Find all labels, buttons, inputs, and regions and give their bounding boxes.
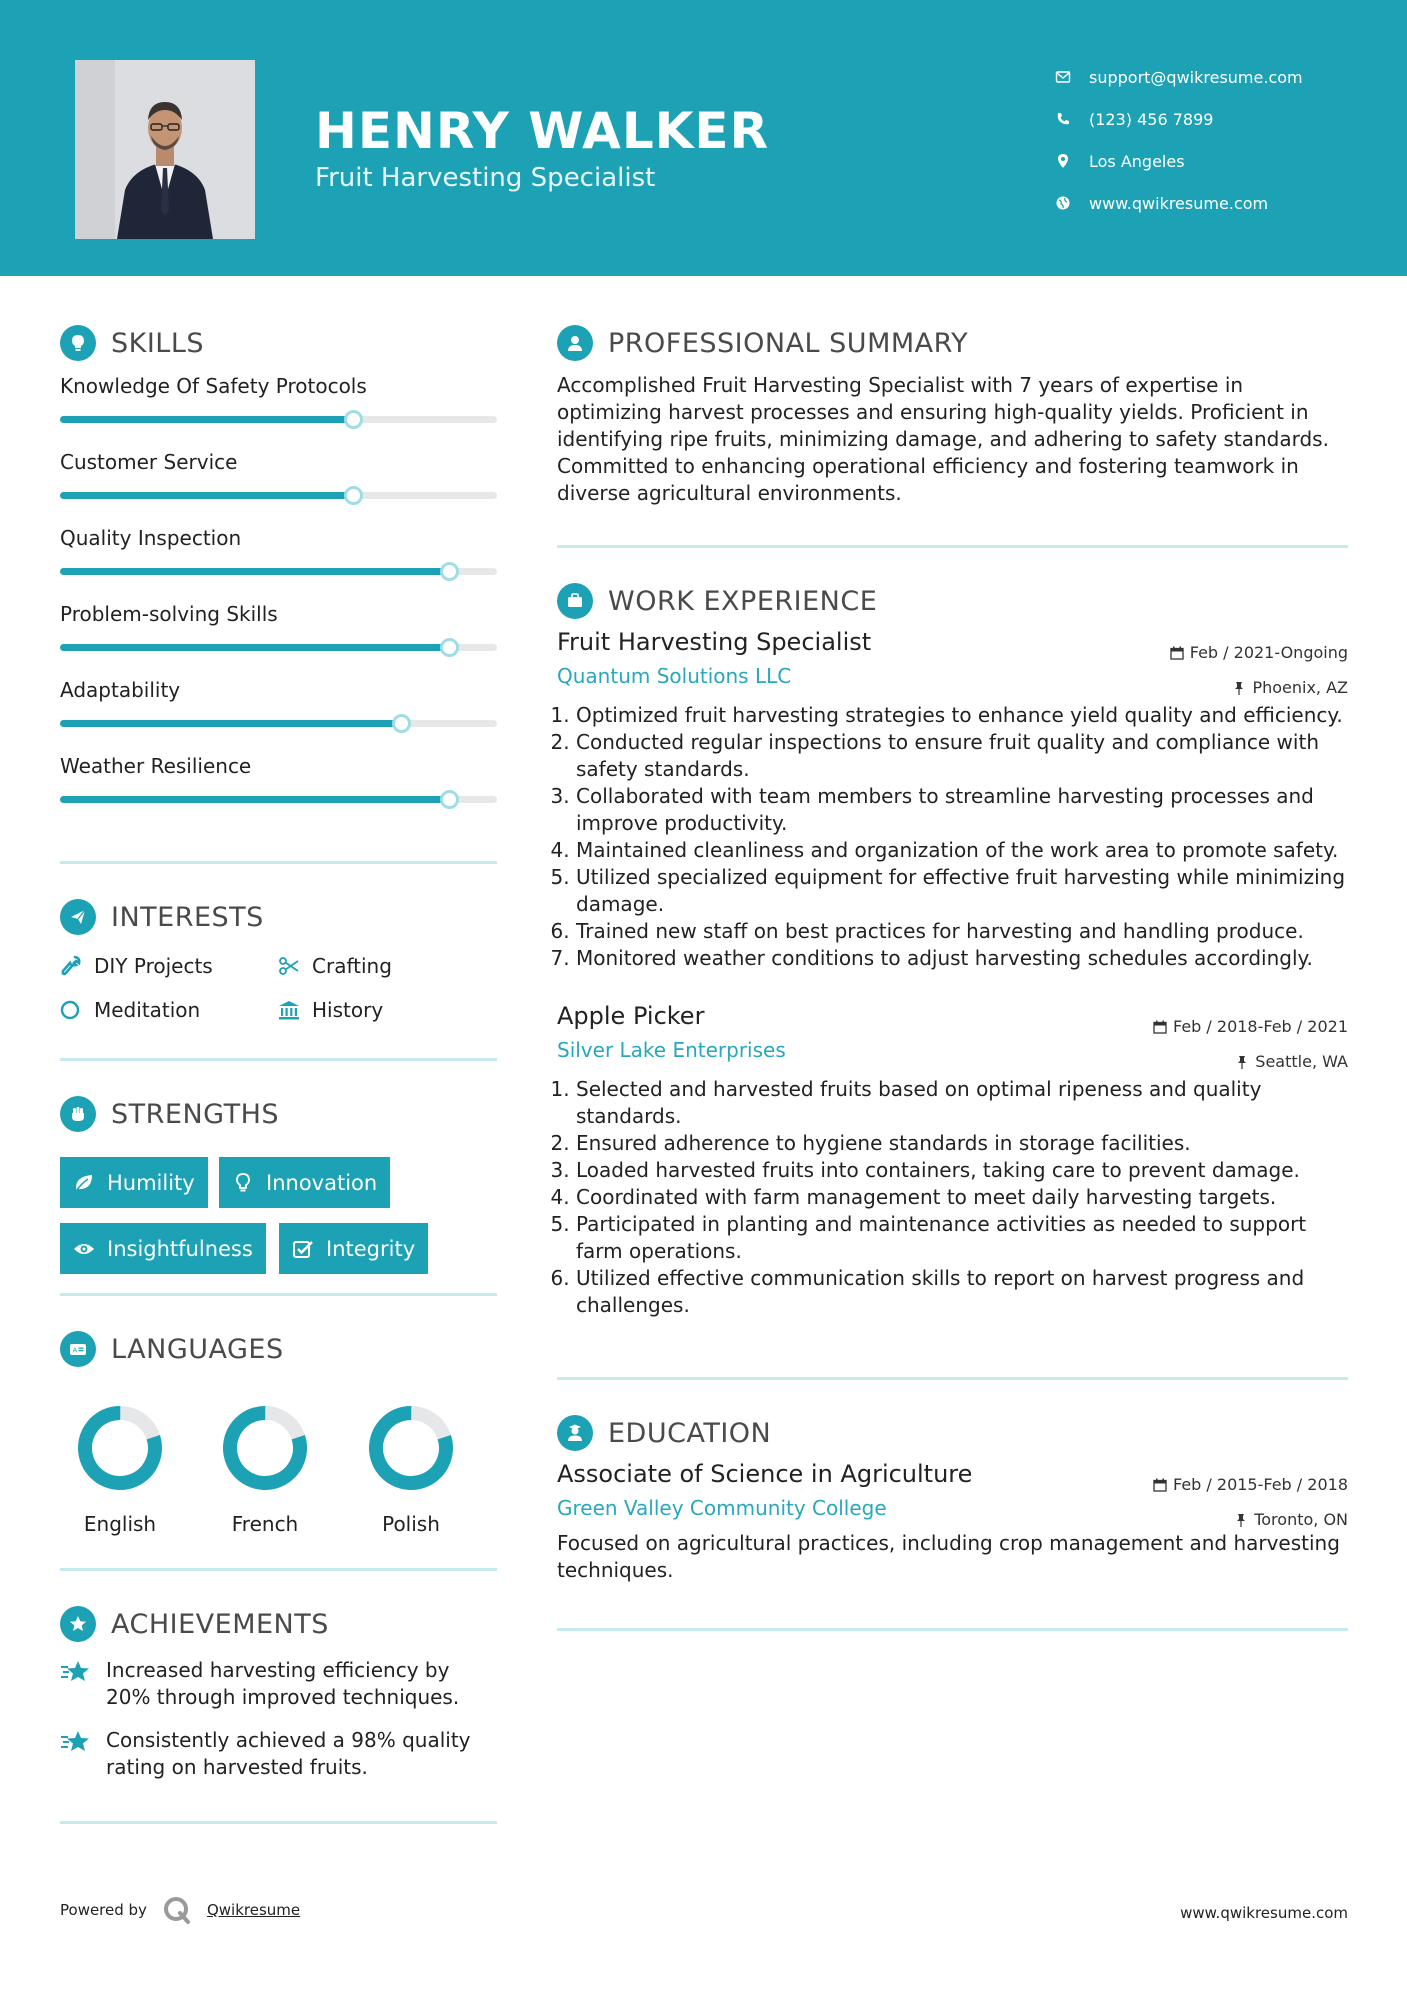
language-donut [365, 1402, 457, 1494]
contact-list [1055, 56, 1385, 224]
skill-bar-knob [344, 410, 363, 429]
right-column [557, 318, 1348, 1631]
skill-bar [60, 416, 497, 423]
education-heading [557, 1408, 1348, 1458]
strength-label: Humility [107, 1170, 195, 1195]
strength-label: Innovation [266, 1170, 378, 1195]
job-meta [1153, 1010, 1348, 1080]
duty-item: 1. Selected and harvested fruits based on optimal ripeness and quality standards. [576, 1076, 1348, 1130]
calendar-icon [1170, 638, 1184, 671]
interest-label: Meditation [94, 998, 201, 1022]
left-column [60, 318, 497, 1824]
duty-item: 7. Monitored weather conditions to adjust harvesting schedules accordingly. [576, 945, 1348, 972]
envelope-icon [1055, 69, 1089, 85]
wrench-icon [60, 955, 82, 977]
language-donut-fill [221, 1404, 309, 1492]
duty-item: 6. Utilized effective communication skills to report on harvest progress and challenges. [576, 1265, 1348, 1319]
job-entry [557, 1002, 1348, 1319]
job-dates: Feb / 2021-Ongoing [1189, 643, 1348, 662]
skills-title: SKILLS [111, 327, 205, 359]
powered-by-text: Powered by [60, 1901, 147, 1919]
job-dates-row [1170, 636, 1348, 671]
skill-bar-fill [60, 416, 353, 423]
lightbulb-icon [60, 325, 96, 361]
job-meta [1170, 636, 1348, 706]
contact-phone[interactable] [1055, 98, 1385, 140]
language-name: Polish [382, 1512, 440, 1536]
strength-label: Integrity [326, 1236, 416, 1261]
skill-name: Customer Service [60, 450, 238, 474]
interest-item [278, 998, 383, 1022]
interests-heading [60, 892, 497, 942]
interest-item [278, 954, 392, 978]
lightbulb-icon [232, 1172, 254, 1194]
skill-bar-fill [60, 492, 353, 499]
pushpin-icon [1232, 673, 1246, 706]
education-title: EDUCATION [608, 1417, 772, 1449]
map-pin-icon [1055, 153, 1089, 169]
contact-email-text: support@qwikresume.com [1089, 67, 1303, 87]
skill-name: Problem-solving Skills [60, 602, 278, 626]
skill-name: Weather Resilience [60, 754, 252, 778]
person-portrait-icon [75, 60, 255, 239]
strengths-title: STRENGTHS [111, 1098, 280, 1130]
skill-name: Quality Inspection [60, 526, 242, 550]
achievements-title: ACHIEVEMENTS [111, 1608, 329, 1640]
strength-tag [279, 1223, 428, 1274]
education-dates-row [1153, 1468, 1348, 1503]
section-divider [557, 1628, 1348, 1631]
skill-bar-knob [440, 562, 459, 581]
circle-icon [60, 999, 82, 1021]
skill-bar-fill [60, 644, 449, 651]
interest-item [60, 998, 200, 1022]
school-name: Green Valley Community College [557, 1496, 887, 1520]
interest-label: History [312, 998, 384, 1022]
profile-photo [75, 60, 255, 239]
paper-plane-icon [60, 899, 96, 935]
language-donut-fill [367, 1404, 455, 1492]
brand-link[interactable]: Qwikresume [206, 1901, 301, 1919]
job-company: Quantum Solutions LLC [557, 664, 792, 688]
job-company: Silver Lake Enterprises [557, 1038, 786, 1062]
achievement-item [60, 1727, 497, 1781]
user-icon [557, 325, 593, 361]
skill-name: Knowledge Of Safety Protocols [60, 374, 367, 398]
calendar-icon [1153, 1012, 1167, 1045]
candidate-title: Fruit Harvesting Specialist [315, 163, 656, 193]
skill-item [60, 448, 497, 524]
job-location: Phoenix, AZ [1252, 678, 1348, 697]
fist-icon [60, 1096, 96, 1132]
job-entry [557, 628, 1348, 972]
section-divider [60, 1821, 497, 1824]
achievement-item [60, 1657, 497, 1711]
contact-phone-text: (123) 456 7899 [1089, 109, 1214, 129]
strengths-list [60, 1139, 497, 1289]
job-title: Apple Picker [557, 1002, 705, 1030]
skill-bar-knob [344, 486, 363, 505]
interests-title: INTERESTS [111, 901, 264, 933]
resume-header [0, 0, 1407, 276]
skill-bar-fill [60, 720, 401, 727]
skill-bar [60, 644, 497, 651]
job-location-row [1153, 1045, 1348, 1080]
leaf-icon [73, 1172, 95, 1194]
education-entry [557, 1460, 1348, 1584]
summary-heading [557, 318, 1348, 368]
summary-title: PROFESSIONAL SUMMARY [608, 327, 969, 359]
duty-item: 2. Ensured adherence to hygiene standards in storage facilities. [576, 1130, 1348, 1157]
duty-item: 1. Optimized fruit harvesting strategies to enhance yield quality and efficiency. [576, 702, 1348, 729]
duty-item: 4. Coordinated with farm management to meet daily harvesting targets. [576, 1184, 1348, 1211]
summary-text: Accomplished Fruit Harvesting Specialist with 7 years of expertise in optimizing harvest processes and ensuring high-quality yields. Proficient in identifying ripe fruits, minimizing damage, and adhering to safety standards. Committed to enhancing operational efficiency and fostering teamwork in diverse agricultural environments. [557, 373, 1329, 505]
skill-bar-knob [392, 714, 411, 733]
language-name: English [83, 1512, 157, 1536]
experience-heading [557, 576, 1348, 626]
star-icon [60, 1659, 92, 1687]
achievement-text: Consistently achieved a 98% quality rating on harvested fruits. [106, 1728, 471, 1779]
degree-name: Associate of Science in Agriculture [557, 1460, 973, 1488]
duty-item: 5. Participated in planting and maintenance activities as needed to support farm operations. [576, 1211, 1348, 1265]
skill-item [60, 752, 497, 828]
languages-title: LANGUAGES [111, 1333, 284, 1365]
contact-location-text: Los Angeles [1089, 151, 1185, 171]
duty-item: 4. Maintained cleanliness and organization of the work area to promote safety. [576, 837, 1348, 864]
skill-item [60, 676, 497, 752]
job-dates: Feb / 2018-Feb / 2021 [1173, 1017, 1348, 1036]
interest-label: Crafting [312, 954, 392, 978]
strength-tag [219, 1157, 390, 1208]
scissors-icon [278, 955, 300, 977]
skill-bar-fill [60, 796, 449, 803]
skill-item [60, 524, 497, 600]
job-location: Seattle, WA [1255, 1052, 1348, 1071]
strength-tag [60, 1157, 208, 1208]
strength-label: Insightfulness [107, 1236, 253, 1261]
skill-bar [60, 720, 497, 727]
candidate-name: HENRY WALKER [315, 102, 770, 160]
contact-website[interactable] [1055, 182, 1385, 224]
skill-bar-fill [60, 568, 449, 575]
strength-tag [60, 1223, 266, 1274]
phone-icon [1055, 111, 1089, 127]
job-dates-row [1153, 1010, 1348, 1045]
job-location-row [1170, 671, 1348, 706]
language-name: French [231, 1512, 299, 1536]
interests-list [60, 942, 497, 1038]
experience-title: WORK EXPERIENCE [608, 585, 878, 617]
qwikresume-logo-icon [161, 1894, 193, 1926]
strengths-heading [60, 1089, 497, 1139]
language-donut-fill [76, 1404, 164, 1492]
contact-location [1055, 140, 1385, 182]
skill-bar [60, 796, 497, 803]
skills-list [60, 372, 497, 828]
graduate-icon [557, 1415, 593, 1451]
interest-label: DIY Projects [94, 954, 213, 978]
svg-text:A: A [72, 1346, 78, 1355]
globe-icon [1055, 195, 1089, 211]
education-location: Toronto, ON [1254, 1510, 1348, 1529]
job-title: Fruit Harvesting Specialist [557, 628, 872, 656]
pushpin-icon [1234, 1505, 1248, 1538]
skill-bar-knob [440, 638, 459, 657]
calendar-icon [1153, 1470, 1167, 1503]
contact-email[interactable] [1055, 56, 1385, 98]
footer-powered-by [60, 1894, 300, 1926]
star-badge-icon [60, 1606, 96, 1642]
education-location-row [1153, 1503, 1348, 1538]
job-duties [557, 702, 1348, 972]
duty-item: 5. Utilized specialized equipment for effective fruit harvesting while minimizing damage. [576, 864, 1348, 918]
pushpin-icon [1235, 1047, 1249, 1080]
footer-url[interactable]: www.qwikresume.com [1180, 1904, 1348, 1922]
language-icon [60, 1331, 96, 1367]
duty-item: 6. Trained new staff on best practices for harvesting and handling produce. [576, 918, 1348, 945]
language-item [205, 1402, 325, 1536]
star-icon [60, 1729, 92, 1757]
language-donut [74, 1402, 166, 1494]
language-item [60, 1402, 180, 1536]
education-dates: Feb / 2015-Feb / 2018 [1173, 1475, 1348, 1494]
duty-item: 2. Conducted regular inspections to ensure fruit quality and compliance with safety standards. [576, 729, 1348, 783]
skill-bar-knob [440, 790, 459, 809]
skill-bar [60, 568, 497, 575]
skill-item [60, 372, 497, 448]
interest-item [60, 954, 213, 978]
duty-item: 3. Loaded harvested fruits into containers, taking care to prevent damage. [576, 1157, 1348, 1184]
achievements-heading [60, 1599, 497, 1649]
contact-website-text: www.qwikresume.com [1089, 193, 1269, 213]
achievement-text: Increased harvesting efficiency by 20% through improved techniques. [106, 1658, 460, 1709]
skill-bar [60, 492, 497, 499]
languages-heading [60, 1324, 497, 1374]
museum-icon [278, 999, 300, 1021]
skill-item [60, 600, 497, 676]
education-description: Focused on agricultural practices, including crop management and harvesting techniques. [557, 1531, 1340, 1582]
education-meta [1153, 1468, 1348, 1538]
language-item [351, 1402, 471, 1536]
briefcase-icon [557, 583, 593, 619]
duty-item: 3. Collaborated with team members to streamline harvesting processes and improve productivity. [576, 783, 1348, 837]
skill-name: Adaptability [60, 678, 181, 702]
check-square-icon [292, 1238, 314, 1260]
job-duties [557, 1076, 1348, 1319]
eye-icon [73, 1238, 95, 1260]
skills-heading [60, 318, 497, 368]
language-donut [219, 1402, 311, 1494]
languages-list [60, 1374, 497, 1544]
